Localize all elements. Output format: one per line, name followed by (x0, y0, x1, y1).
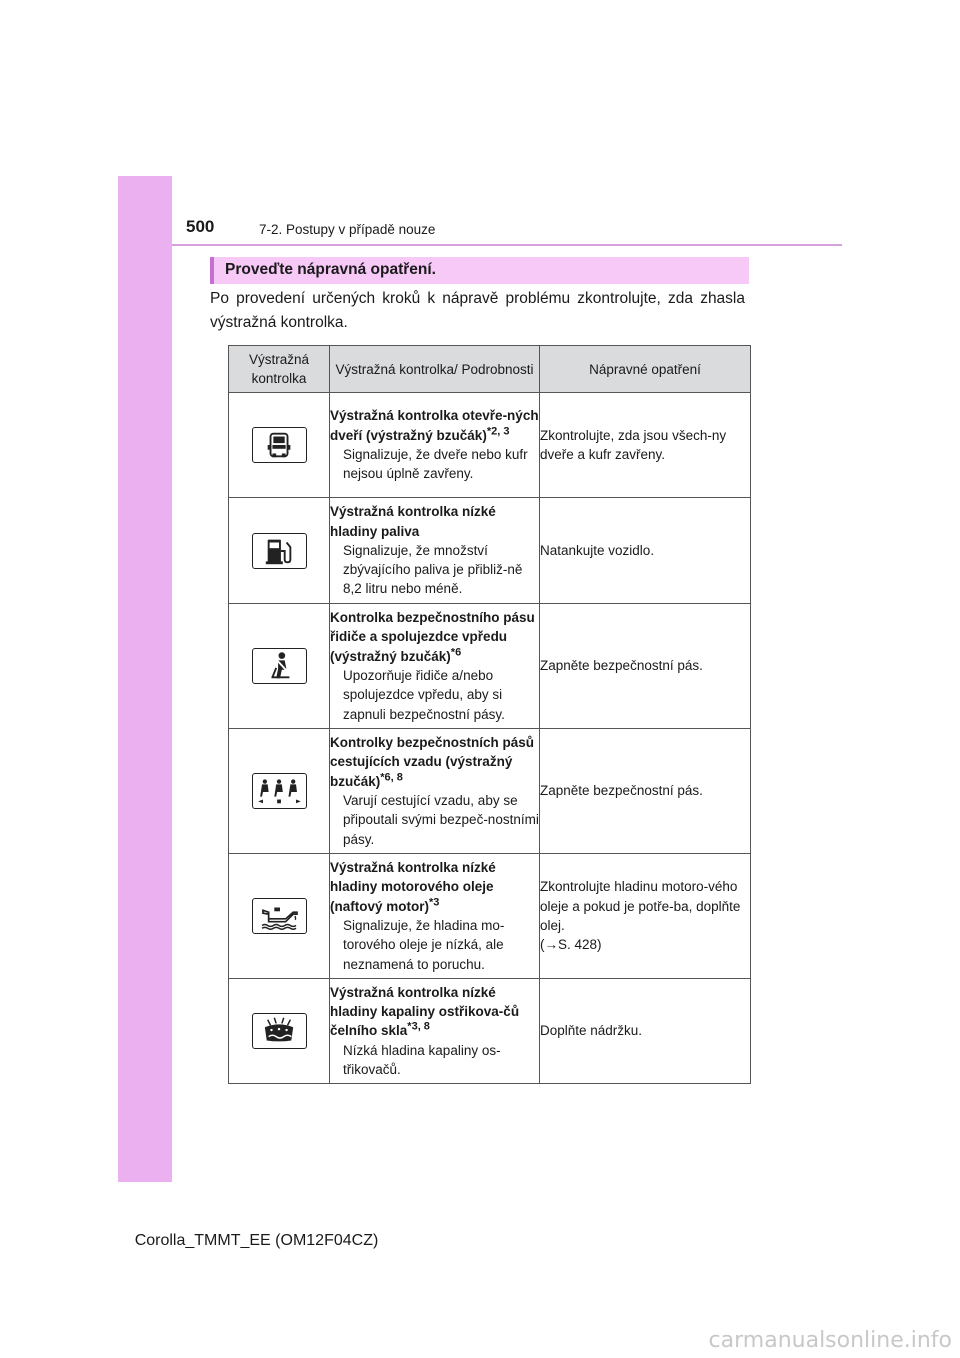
icon-cell (229, 854, 330, 979)
table-row (229, 729, 751, 854)
action-cell: Zkontrolujte, zda jsou všech-ny dveře a kufr zavřeny. (540, 393, 751, 498)
table-row (229, 854, 751, 979)
icon-cell (229, 498, 330, 604)
warning-title: Výstražná kontrolka nízké hladiny motorového oleje (naftový motor) (330, 860, 496, 914)
rear-seatbelt-reminder-icon (252, 773, 307, 809)
icon-cell (229, 393, 330, 498)
table-row (229, 979, 751, 1084)
action-cell: Zapněte bezpečnostní pás. (540, 604, 751, 729)
action-cell: Zapněte bezpečnostní pás. (540, 729, 751, 854)
column-header: Výstražná kontrolka (229, 346, 330, 393)
watermark: carmanualsonline.info (708, 1328, 952, 1353)
detail-cell (330, 604, 540, 729)
warning-detail: Signalizuje, že hladina mo-torového oleje je nízká, ale neznamená to poruchu. (343, 918, 505, 972)
page-reference: (→S. 428) (540, 937, 602, 953)
footnote-ref: *6, 8 (380, 771, 403, 784)
intro-paragraph: Po provedení určených kroků k nápravě problému zkontrolujte, zda zhasla výstražná kontrolka. (210, 290, 745, 331)
callout-title: Proveďte nápravná opatření. (225, 261, 436, 278)
low-fuel-icon (252, 533, 307, 569)
detail-cell (330, 979, 540, 1084)
chapter-sidebar-tab (118, 176, 172, 1182)
table-row (229, 393, 751, 498)
column-header: Nápravné opatření (540, 346, 751, 393)
detail-cell (330, 498, 540, 604)
action-cell: Natankujte vozidlo. (540, 498, 751, 604)
warning-detail: Nízká hladina kapaliny os-třikovačů. (343, 1042, 501, 1077)
icon-cell (229, 604, 330, 729)
section-title: 7-2. Postupy v případě nouze (259, 222, 436, 237)
action-cell (540, 854, 751, 979)
seatbelt-reminder-icon (252, 648, 307, 684)
open-door-warning-icon (252, 427, 307, 463)
callout-box (210, 257, 749, 284)
warning-detail: Signalizuje, že množství zbývajícího paliva je přibliž-ně 8,2 litru nebo méně. (343, 542, 523, 597)
icon-cell (229, 729, 330, 854)
footnote-ref: *2, 3 (486, 425, 510, 438)
icon-cell (229, 979, 330, 1084)
footnote-ref: *3 (429, 896, 440, 909)
column-header: Výstražná kontrolka/ Podrobnosti (330, 346, 540, 393)
warning-detail: Signalizuje, že dveře nebo kufr nejsou úplně zavřeny. (343, 447, 528, 482)
table-header-row (229, 346, 751, 393)
warning-title: Výstražná kontrolka nízké hladiny kapaliny ostřikova-čů čelního skla (330, 984, 520, 1039)
warning-title: Výstražná kontrolka nízké hladiny paliva (330, 504, 496, 539)
detail-cell (330, 729, 540, 854)
detail-cell (330, 854, 540, 979)
warning-title: Kontrolka bezpečnostního pásu řidiče a spolujezdce vpředu (výstražný bzučák) (330, 610, 535, 664)
warning-light-table (228, 345, 751, 1084)
page-number: 500 (186, 217, 215, 236)
warning-detail: Varují cestující vzadu, aby se připoutali svými bezpeč-nostními pásy. (343, 793, 539, 847)
document-footer: Corolla_TMMT_EE (OM12F04CZ) (134, 1232, 379, 1249)
detail-cell (330, 393, 540, 498)
action-text: Zkontrolujte hladinu motoro-vého oleje a pokud je potře-ba, doplňte olej. (540, 879, 741, 933)
action-cell: Doplňte nádržku. (540, 979, 751, 1084)
warning-detail: Upozorňuje řidiče a/nebo spolujezdce vpředu, aby si zapnuli bezpečnostní pásy. (343, 668, 505, 722)
table-row (229, 604, 751, 729)
footnote-ref: *6 (450, 646, 462, 659)
warning-title: Kontrolky bezpečnostních pásů cestujících vzadu (výstražný bzučák) (330, 735, 535, 789)
low-washer-fluid-icon (252, 1013, 307, 1049)
footnote-ref: *3, 8 (407, 1020, 430, 1033)
table-row (229, 498, 751, 604)
header-divider (172, 244, 842, 246)
warning-title: Výstražná kontrolka otevře-ných dveří (výstražný bzučák) (330, 408, 539, 443)
low-oil-level-icon (252, 898, 307, 934)
